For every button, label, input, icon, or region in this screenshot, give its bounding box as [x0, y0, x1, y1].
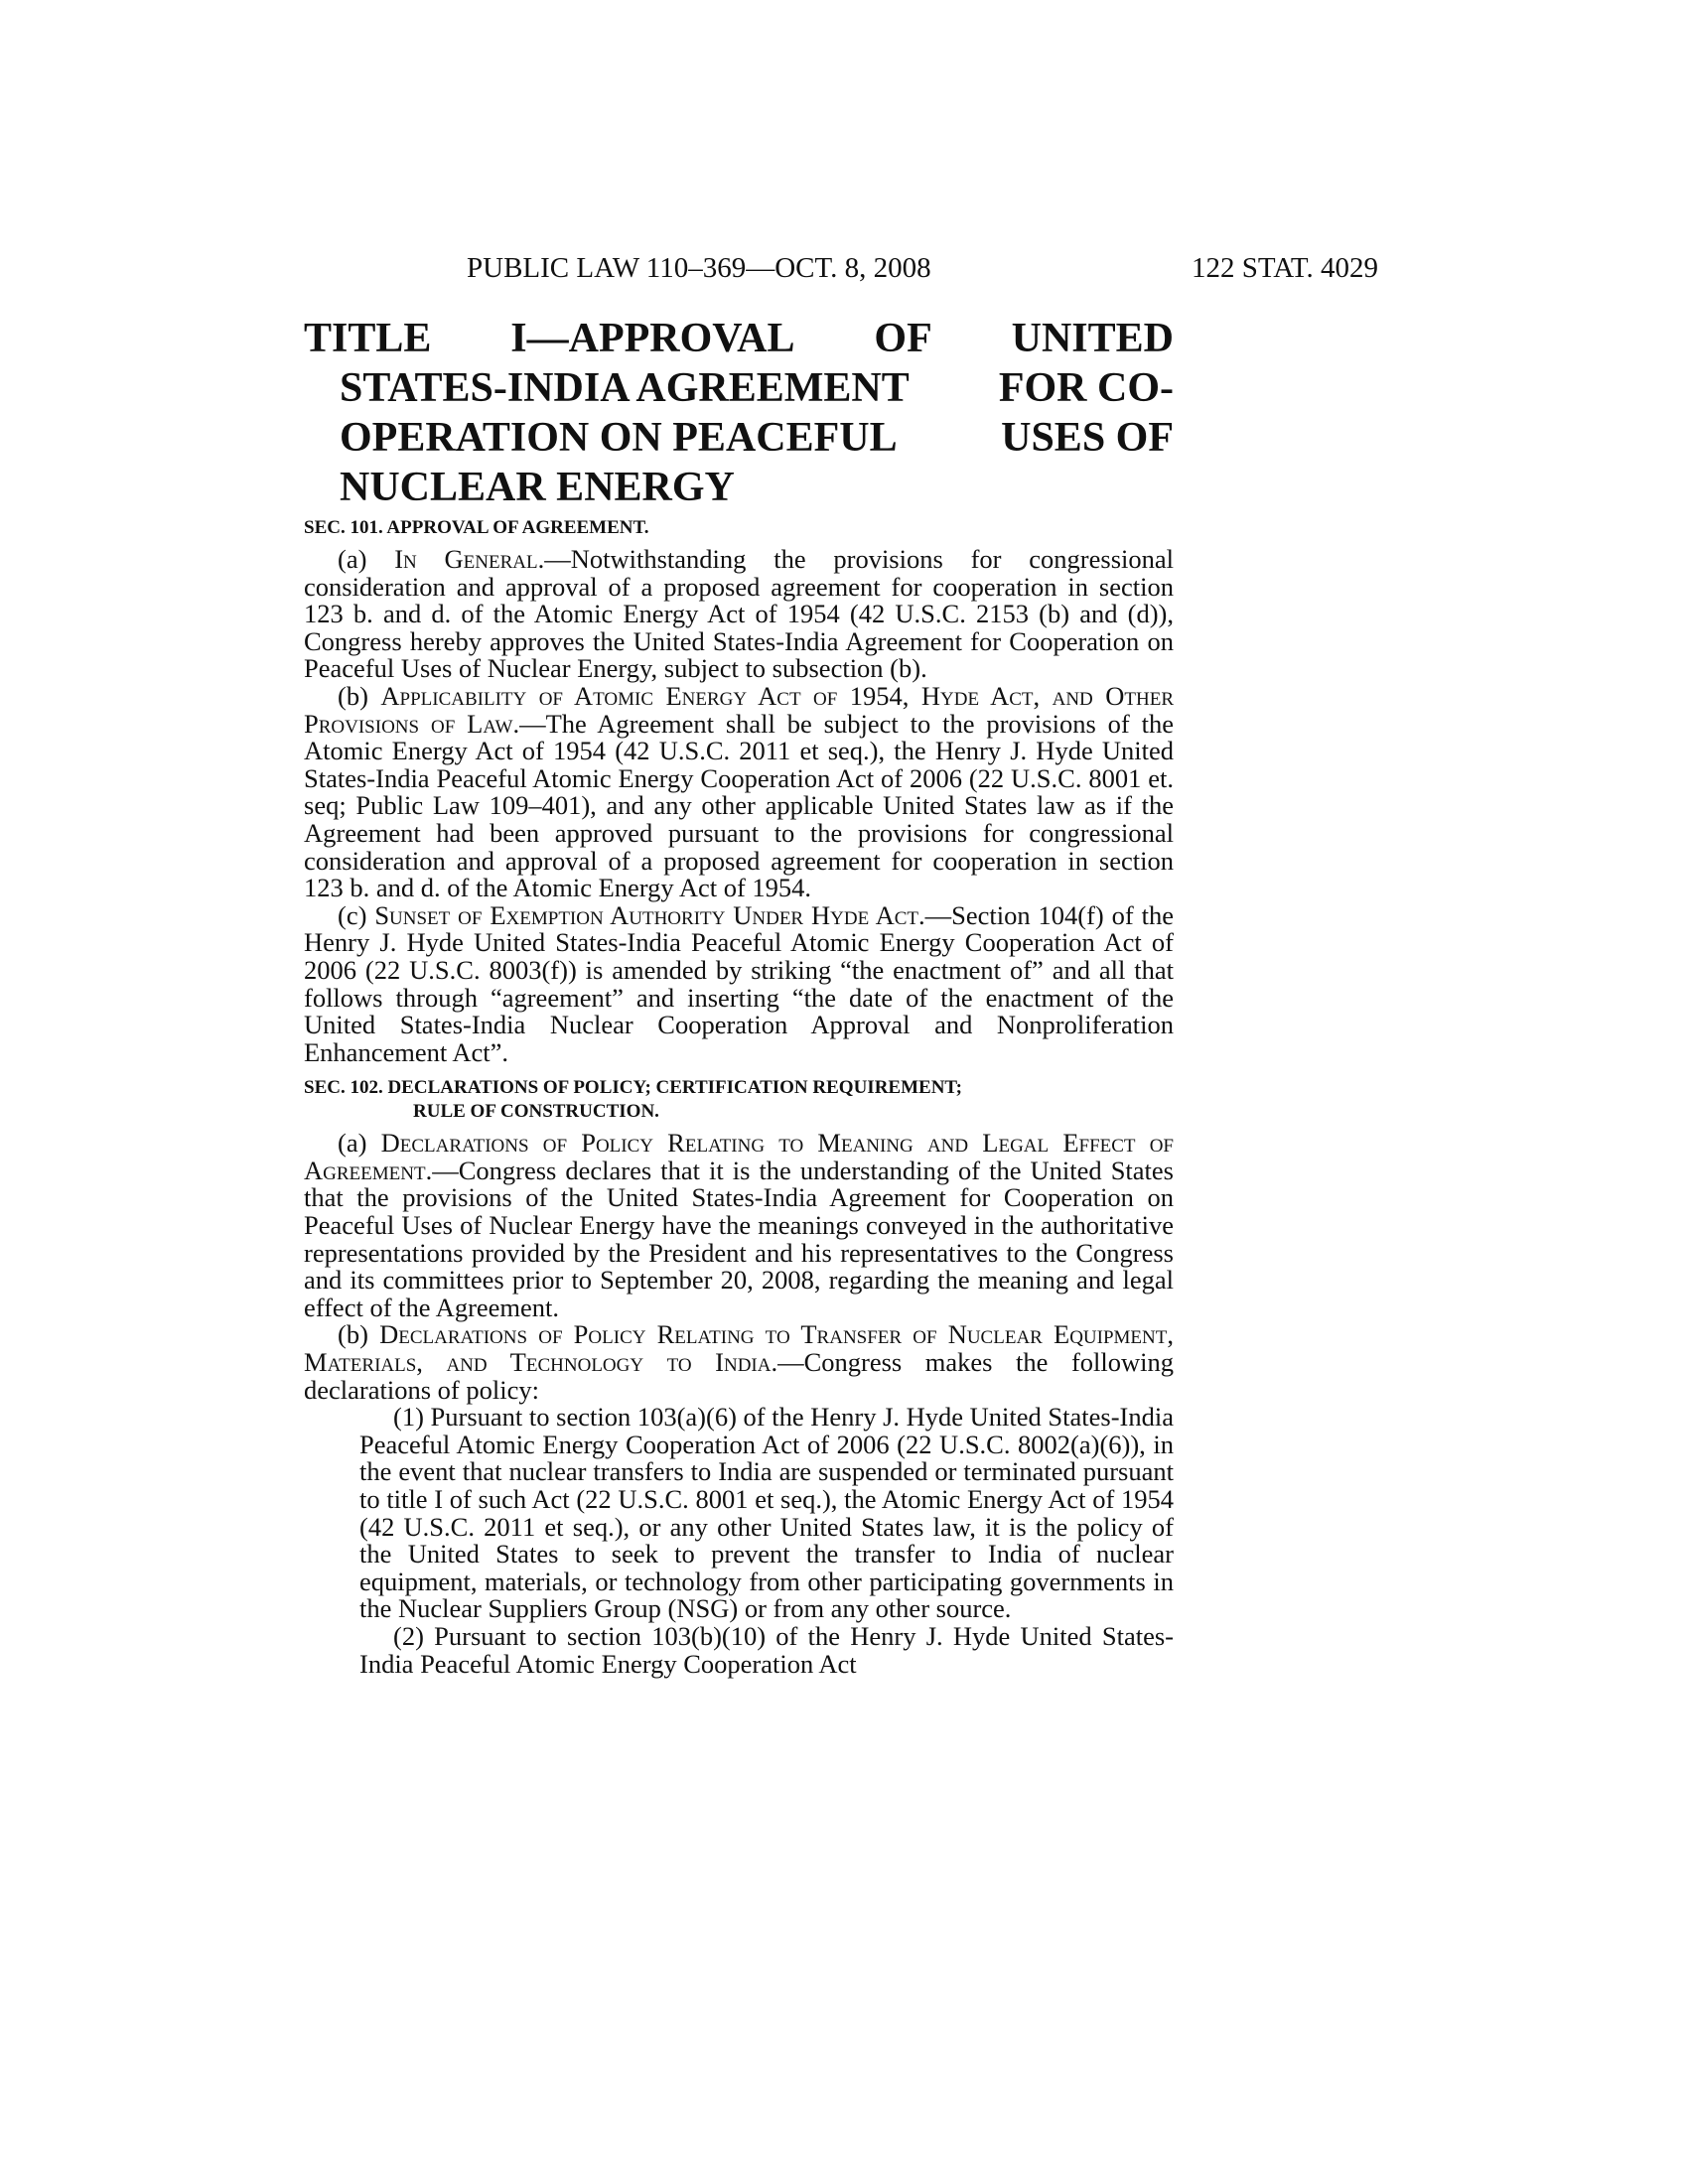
subsection-label: (c) — [338, 899, 375, 930]
title-word: I—APPROVAL — [510, 316, 795, 361]
section-heading-line: SEC. 102. DECLARATIONS OF POLICY; CERTIFICATION REQUIREMENT; — [304, 1077, 963, 1099]
subsection-102-b — [304, 1321, 1174, 1404]
running-head — [467, 252, 1378, 292]
title-word: UNITED — [1011, 316, 1174, 361]
subsection-caption: Declarations of Policy Relating to Meaning and Legal Effect of Agreement — [304, 1128, 1174, 1185]
section-heading-line: RULE OF CONSTRUCTION. — [413, 1101, 659, 1123]
title-line-3 — [304, 413, 1174, 463]
subsection-text: .—Congress makes the following declarations of policy: — [304, 1347, 1175, 1405]
subsection-102-a — [304, 1130, 1174, 1321]
title-word: FOR CO- — [998, 365, 1174, 411]
subsection-text: .—Congress declares that it is the understanding of the United States that the provisions of the United States-India Agreement for Cooperation on Peaceful Uses of Nuclear Energy have the meanings conveyed in the authoritative representations provided by the President and his representatives to the Congress and its committees prior to September 20, 2008, regarding the meaning and legal effect of the Agreement. — [304, 1155, 1174, 1322]
subsection-text: .—The Agreement shall be subject to the provisions of the Atomic Energy Act of 1954 (42 U.S.C. 2011 et seq.), the Henry J. Hyde United States-India Peaceful Atomic Energy Cooperation Act of 2006 (22 U.S.C. 8001 et. seq; Public Law 109–401), and any other applicable United States law as if the Agreement had been approved pursuant to the provisions for congressional consideration and approval of a proposed agreement for cooperation in section 123 b. and d. of the Atomic Energy Act of 1954. — [304, 708, 1174, 903]
section-heading-102 — [304, 1076, 1174, 1124]
title-line-4: NUCLEAR ENERGY — [340, 465, 735, 510]
stat-page-citation: 122 STAT. 4029 — [1191, 252, 1378, 284]
subsection-label: (b) — [338, 680, 381, 711]
subsection-caption: Applicability of Atomic Energy Act of 1954, Hyde Act, and Other Provisions of Law — [304, 680, 1174, 739]
subsection-caption: Declarations of Policy Relating to Transfer of Nuclear Equipment, Materials, and Technology to India — [304, 1319, 1174, 1378]
subsection-101-a — [304, 546, 1174, 683]
title-word: USES OF — [1001, 415, 1174, 461]
subsection-label: (a) — [338, 1128, 381, 1159]
subsection-text: .—Notwithstanding the provisions for congressional consideration and approval of a proposed agreement for cooperation in section 123 b. and d. of the Atomic Energy Act of 1954 (42 U.S.C. 2153 (b) and (d)), Congress hereby approves the United States-India Agreement for Cooperation on Peaceful Uses of Nuclear Energy, subject to subsection (b). — [304, 544, 1174, 684]
title-line-2 — [304, 363, 1174, 413]
subsection-label: (b) — [338, 1319, 380, 1350]
subsection-caption: Sunset of Exemption Authority Under Hyde Act — [374, 899, 919, 930]
paragraph-102-b-2: (2) Pursuant to section 103(b)(10) of the Henry J. Hyde United States-India Peaceful Atomic Energy Cooperation Act — [359, 1620, 1174, 1679]
title-word: TITLE — [304, 316, 432, 361]
title-line-1 — [304, 314, 1174, 363]
title-word: OPERATION ON PEACEFUL — [340, 415, 898, 461]
law-citation: PUBLIC LAW 110–369—OCT. 8, 2008 — [467, 252, 931, 284]
title-heading — [304, 314, 1174, 512]
subsection-text: .—Section 104(f) of the Henry J. Hyde United States-India Peaceful Atomic Energy Cooperation Act of 2006 (22 U.S.C. 8003(f)) is amended by striking “the enactment of” and all that follows through “agreement” and inserting “the date of the enactment of the United States-India Nuclear Cooperation Approval and Nonproliferation Enhancement Act”. — [304, 899, 1174, 1067]
subsection-label: (a) — [338, 544, 395, 574]
section-heading-101: SEC. 101. APPROVAL OF AGREEMENT. — [304, 517, 649, 538]
paragraph-102-b-1: (1) Pursuant to section 103(a)(6) of the Henry J. Hyde United States-India Peaceful Atomic Energy Cooperation Act of 2006 (22 U.S.C. 8002(a)(6)), in the event that nuclear transfers to India are suspended or terminated pursuant to title I of such Act (22 U.S.C. 8001 et seq.), the Atomic Energy Act of 1954 (42 U.S.C. 2011 et seq.), or any other United States law, it is the policy of the United States to seek to prevent the transfer to India of nuclear equipment, materials, or technology from other participating governments in the Nuclear Suppliers Group (NSG) or from any other source. — [359, 1402, 1174, 1624]
subsection-101-b — [304, 680, 1174, 903]
subsection-caption: In General — [394, 544, 538, 574]
statute-body — [304, 516, 1174, 1678]
title-word: STATES-INDIA AGREEMENT — [340, 365, 910, 411]
title-word: OF — [874, 316, 932, 361]
subsection-101-c — [304, 899, 1174, 1067]
